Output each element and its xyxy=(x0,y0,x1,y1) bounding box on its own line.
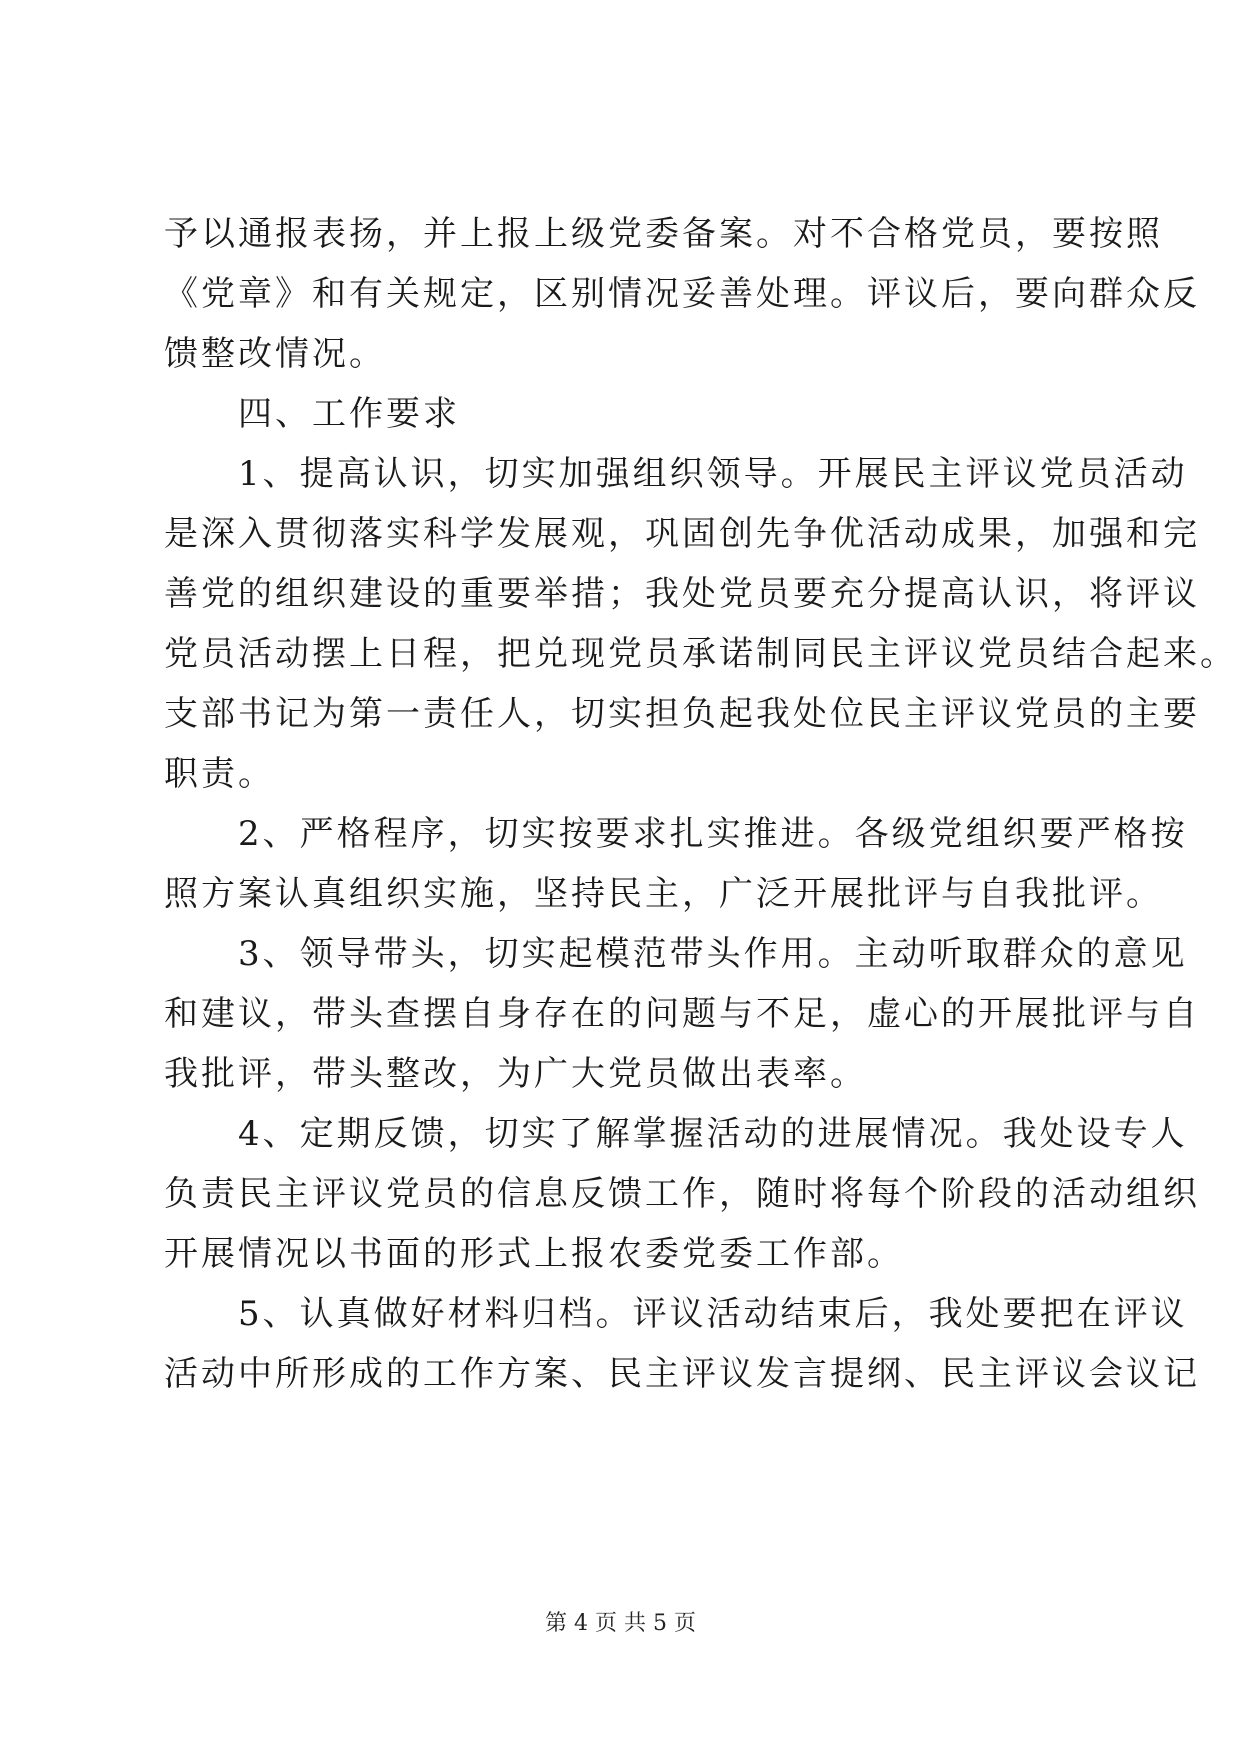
paragraph-line: 5、认真做好材料归档。评议活动结束后，我处要把在评议 xyxy=(164,1294,1188,1334)
paragraph-line: 我批评，带头整改，为广大党员做出表率。 xyxy=(164,1054,867,1094)
paragraph-line: 2、严格程序，切实按要求扎实推进。各级党组织要严格按 xyxy=(164,814,1188,854)
paragraph-line: 善党的组织建设的重要举措；我处党员要充分提高认识，将评议 xyxy=(164,574,1200,614)
paragraph-line: 职责。 xyxy=(164,754,275,794)
paragraph-line: 开展情况以书面的形式上报农委党委工作部。 xyxy=(164,1234,904,1274)
paragraph-line: 《党章》和有关规定，区别情况妥善处理。评议后，要向群众反 xyxy=(164,274,1200,314)
paragraph-line: 照方案认真组织实施，坚持民主，广泛开展批评与自我批评。 xyxy=(164,874,1163,914)
page-number-footer: 第 4 页 共 5 页 xyxy=(545,1611,696,1636)
paragraph-line: 负责民主评议党员的信息反馈工作，随时将每个阶段的活动组织 xyxy=(164,1174,1200,1214)
paragraph-line: 活动中所形成的工作方案、民主评议发言提纲、民主评议会议记 xyxy=(164,1354,1200,1394)
section-heading: 四、工作要求 xyxy=(164,394,460,434)
paragraph-line: 1、提高认识，切实加强组织领导。开展民主评议党员活动 xyxy=(164,454,1188,494)
paragraph-line: 4、定期反馈，切实了解掌握活动的进展情况。我处设专人 xyxy=(164,1114,1188,1154)
paragraph-line: 和建议，带头查摆自身存在的问题与不足，虚心的开展批评与自 xyxy=(164,994,1200,1034)
paragraph-line: 予以通报表扬，并上报上级党委备案。对不合格党员，要按照 xyxy=(164,214,1163,254)
paragraph-line: 是深入贯彻落实科学发展观，巩固创先争优活动成果，加强和完 xyxy=(164,514,1200,554)
paragraph-line: 3、领导带头，切实起模范带头作用。主动听取群众的意见 xyxy=(164,934,1188,974)
paragraph-line: 支部书记为第一责任人，切实担负起我处位民主评议党员的主要 xyxy=(164,694,1200,734)
paragraph-line: 馈整改情况。 xyxy=(164,334,386,374)
paragraph-line: 党员活动摆上日程，把兑现党员承诺制同民主评议党员结合起来。 xyxy=(164,634,1237,674)
